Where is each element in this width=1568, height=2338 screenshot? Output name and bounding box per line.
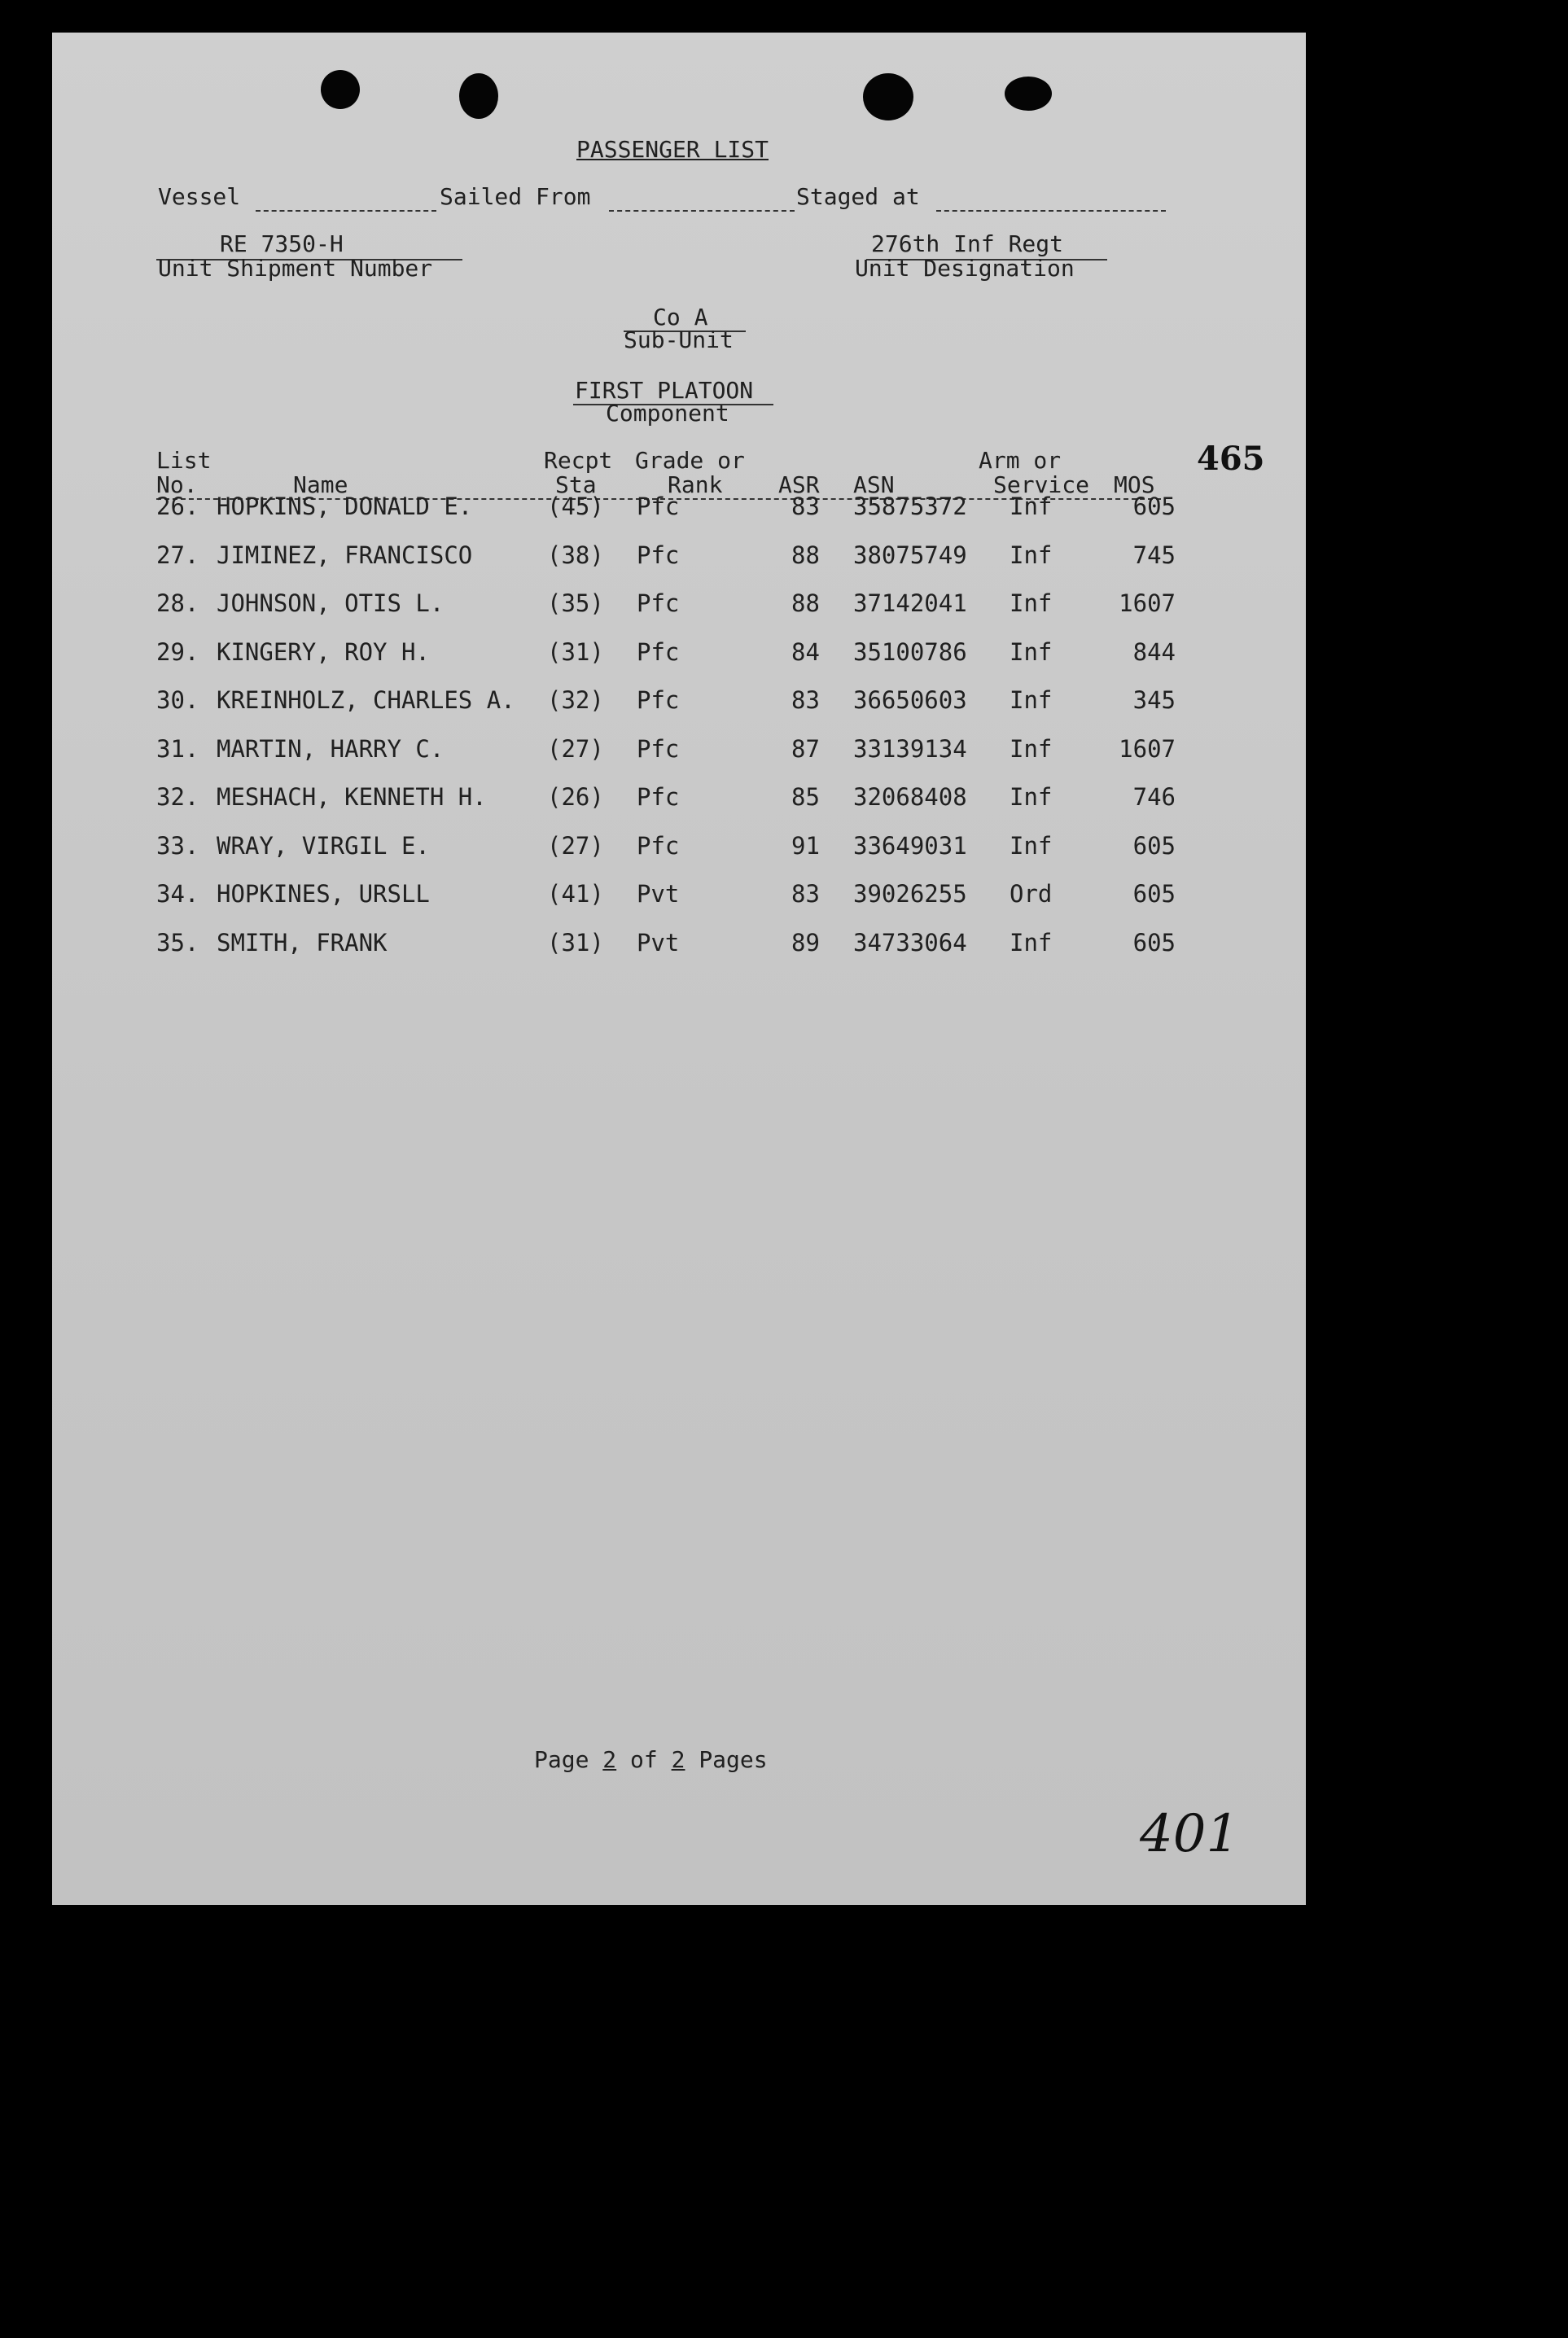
- row-name: HOPKINES, URSLL: [217, 880, 430, 908]
- row-asn: 35100786: [853, 638, 967, 666]
- row-recpt-sta: (31): [547, 638, 604, 666]
- row-grade: Pfc: [637, 735, 680, 763]
- row-mos: 345: [1132, 686, 1176, 714]
- sailed-from-label: Sailed From: [440, 183, 591, 210]
- header-no: No.: [156, 471, 198, 498]
- row-asr: 87: [791, 735, 820, 763]
- row-asr: 88: [791, 541, 820, 569]
- pages-label: Pages: [699, 1746, 768, 1773]
- punch-hole: [321, 70, 360, 109]
- row-name: KREINHOLZ, CHARLES A.: [217, 686, 515, 714]
- row-name: MESHACH, KENNETH H.: [217, 783, 487, 811]
- row-number: 35.: [156, 929, 199, 957]
- row-mos: 1607: [1119, 589, 1176, 617]
- row-arm-service: Inf: [1010, 589, 1053, 617]
- row-asn: 35875372: [853, 493, 967, 520]
- page-label: Page: [534, 1746, 589, 1773]
- row-mos: 605: [1132, 493, 1176, 520]
- row-mos: 605: [1132, 880, 1176, 908]
- row-asr: 85: [791, 783, 820, 811]
- row-grade: Pfc: [637, 686, 680, 714]
- of-label: of: [630, 1746, 658, 1773]
- row-asr: 83: [791, 880, 820, 908]
- row-asn: 38075749: [853, 541, 967, 569]
- row-arm-service: Inf: [1010, 541, 1053, 569]
- page-stamp-number: 465: [1197, 440, 1265, 478]
- row-recpt-sta: (31): [547, 929, 604, 957]
- row-grade: Pfc: [637, 783, 680, 811]
- header-mos: MOS: [1114, 471, 1155, 498]
- page-footer: [534, 1747, 768, 1773]
- row-asn: 33139134: [853, 735, 967, 763]
- punch-hole: [1005, 77, 1052, 111]
- row-asr: 89: [791, 929, 820, 957]
- document-title: PASSENGER LIST: [576, 136, 769, 163]
- row-recpt-sta: (27): [547, 735, 604, 763]
- row-asr: 83: [791, 686, 820, 714]
- row-mos: 605: [1132, 832, 1176, 860]
- row-number: 26.: [156, 493, 199, 520]
- row-name: HOPKINS, DONALD E.: [217, 493, 473, 520]
- row-asn: 39026255: [853, 880, 967, 908]
- row-number: 32.: [156, 783, 199, 811]
- row-recpt-sta: (32): [547, 686, 604, 714]
- row-asn: 36650603: [853, 686, 967, 714]
- unit-designation-label: Unit Designation: [855, 255, 1075, 282]
- row-arm-service: Inf: [1010, 686, 1053, 714]
- row-number: 31.: [156, 735, 199, 763]
- passenger-list-page: [52, 33, 1306, 1905]
- row-asr: 88: [791, 589, 820, 617]
- sub-unit-value: Co A: [653, 304, 708, 331]
- header-arm: Arm or: [979, 447, 1062, 474]
- row-grade: Pfc: [637, 541, 680, 569]
- row-name: JOHNSON, OTIS L.: [217, 589, 445, 617]
- header-rank: Rank: [668, 471, 723, 498]
- unit-shipment-label: Unit Shipment Number: [158, 255, 433, 282]
- row-name: WRAY, VIRGIL E.: [217, 832, 430, 860]
- row-recpt-sta: (35): [547, 589, 604, 617]
- row-recpt-sta: (38): [547, 541, 604, 569]
- row-arm-service: Inf: [1010, 832, 1053, 860]
- row-recpt-sta: (41): [547, 880, 604, 908]
- header-list: List: [156, 447, 212, 474]
- sailed-from-blank: [609, 210, 795, 212]
- vessel-blank: [256, 210, 436, 212]
- header-asn: ASN: [853, 471, 895, 498]
- handwritten-number: 401: [1140, 1804, 1240, 1864]
- component-label: Component: [606, 400, 729, 427]
- row-grade: Pvt: [637, 880, 680, 908]
- row-asn: 34733064: [853, 929, 967, 957]
- row-mos: 605: [1132, 929, 1176, 957]
- vessel-label: Vessel: [158, 183, 241, 210]
- header-recpt: Recpt: [544, 447, 613, 474]
- header-asr: ASR: [778, 471, 820, 498]
- page-current: 2: [602, 1746, 617, 1773]
- row-mos: 844: [1132, 638, 1176, 666]
- row-number: 30.: [156, 686, 199, 714]
- row-mos: 745: [1132, 541, 1176, 569]
- row-mos: 746: [1132, 783, 1176, 811]
- row-recpt-sta: (27): [547, 832, 604, 860]
- row-grade: Pfc: [637, 493, 680, 520]
- row-asr: 84: [791, 638, 820, 666]
- unit-designation: 276th Inf Regt: [871, 230, 1064, 257]
- component-value: FIRST PLATOON: [575, 377, 754, 404]
- punch-hole: [459, 73, 498, 119]
- row-name: SMITH, FRANK: [217, 929, 388, 957]
- row-arm-service: Inf: [1010, 638, 1053, 666]
- sub-unit-label: Sub-Unit: [624, 326, 734, 353]
- row-grade: Pfc: [637, 638, 680, 666]
- punch-hole: [863, 73, 913, 120]
- row-grade: Pfc: [637, 832, 680, 860]
- page-total: 2: [671, 1746, 685, 1773]
- header-sta: Sta: [555, 471, 597, 498]
- row-number: 34.: [156, 880, 199, 908]
- row-mos: 1607: [1119, 735, 1176, 763]
- row-number: 29.: [156, 638, 199, 666]
- row-asn: 33649031: [853, 832, 967, 860]
- row-arm-service: Inf: [1010, 493, 1053, 520]
- row-arm-service: Inf: [1010, 735, 1053, 763]
- row-name: JIMINEZ, FRANCISCO: [217, 541, 473, 569]
- row-asr: 91: [791, 832, 820, 860]
- row-asn: 32068408: [853, 783, 967, 811]
- staged-at-blank: [936, 210, 1166, 212]
- row-number: 33.: [156, 832, 199, 860]
- row-asn: 37142041: [853, 589, 967, 617]
- staged-at-label: Staged at: [796, 183, 920, 210]
- header-grade: Grade or: [635, 447, 745, 474]
- row-recpt-sta: (26): [547, 783, 604, 811]
- row-number: 28.: [156, 589, 199, 617]
- row-recpt-sta: (45): [547, 493, 604, 520]
- row-grade: Pvt: [637, 929, 680, 957]
- header-service: Service: [993, 471, 1090, 498]
- header-name: Name: [293, 471, 348, 498]
- row-name: KINGERY, ROY H.: [217, 638, 430, 666]
- row-grade: Pfc: [637, 589, 680, 617]
- row-arm-service: Inf: [1010, 783, 1053, 811]
- row-name: MARTIN, HARRY C.: [217, 735, 445, 763]
- row-arm-service: Ord: [1010, 880, 1053, 908]
- row-number: 27.: [156, 541, 199, 569]
- row-asr: 83: [791, 493, 820, 520]
- row-arm-service: Inf: [1010, 929, 1053, 957]
- unit-shipment-number: RE 7350-H: [220, 230, 344, 257]
